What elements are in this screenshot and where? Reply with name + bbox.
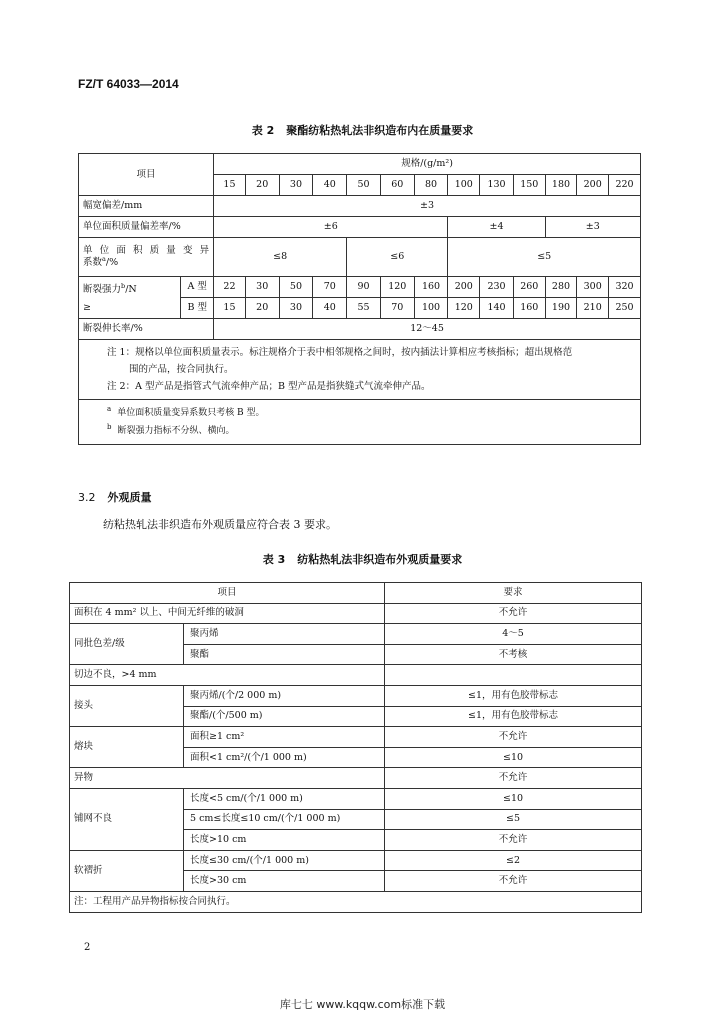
joint-sub-1: 聚丙烯/(个/2 000 m) bbox=[184, 685, 385, 706]
edge-label: 切边不良，>4 mm bbox=[70, 665, 385, 686]
strength-b-cell: 20 bbox=[245, 298, 279, 319]
table2-footnotes bbox=[79, 400, 641, 445]
mass-cv-label bbox=[79, 238, 214, 277]
web-req-3: 不允许 bbox=[385, 830, 642, 851]
mass-cv-row bbox=[79, 238, 641, 277]
mass-cv-label-line1: 单位面积质量变异 bbox=[83, 245, 210, 256]
mass-cv-label2-tail: /% bbox=[105, 257, 119, 268]
web-req-1: ≤10 bbox=[385, 788, 642, 809]
color-diff-sub-2: 聚酯 bbox=[184, 644, 385, 665]
melt-req-2: ≤10 bbox=[385, 747, 642, 768]
web-req-2: ≤5 bbox=[385, 809, 642, 830]
table3-note: 注：工程用产品异物指标按合同执行。 bbox=[70, 891, 642, 912]
note-1-line-2: 围的产品，按合同执行。 bbox=[129, 364, 234, 375]
spec-cell: 100 bbox=[448, 175, 480, 196]
joint-label: 接头 bbox=[70, 685, 184, 726]
strength-b-cell: 140 bbox=[480, 298, 514, 319]
spec-header: 规格/(g/m²) bbox=[214, 154, 641, 175]
table3-header-row bbox=[70, 583, 642, 604]
table3-caption-text: 纺粘热轧法非织造布外观质量要求 bbox=[297, 553, 463, 566]
edge-req bbox=[385, 665, 642, 686]
melt-req-1: 不允许 bbox=[385, 727, 642, 748]
joint-row-1 bbox=[70, 685, 642, 706]
strength-a-cell: 230 bbox=[480, 277, 514, 298]
table3-item-header: 项目 bbox=[70, 583, 385, 604]
table2-caption-number: 表 2 bbox=[251, 124, 275, 137]
strength-a-cell: 50 bbox=[279, 277, 313, 298]
strength-b-cell: 210 bbox=[577, 298, 609, 319]
strength-a-cell: 70 bbox=[313, 277, 347, 298]
strength-label bbox=[79, 277, 181, 319]
crease-label: 软褶折 bbox=[70, 850, 184, 891]
footnote-b-text: 断裂强力指标不分纵、横向。 bbox=[117, 426, 235, 436]
strength-a-row bbox=[79, 277, 641, 298]
mass-cv-footnote-mark: a bbox=[102, 254, 106, 263]
table3-caption-number: 表 3 bbox=[262, 553, 286, 566]
strength-b-cell: 30 bbox=[279, 298, 313, 319]
table3-caption bbox=[0, 551, 725, 567]
spec-cell: 180 bbox=[545, 175, 577, 196]
spec-cell: 30 bbox=[279, 175, 313, 196]
color-diff-req-2: 不考核 bbox=[385, 644, 642, 665]
section-body-text: 纺粘热轧法非织造布外观质量应符合表 3 要求。 bbox=[103, 518, 337, 531]
spec-cell: 50 bbox=[347, 175, 381, 196]
hole-req: 不允许 bbox=[385, 603, 642, 624]
color-diff-row-1 bbox=[70, 624, 642, 645]
mass-deviation-row bbox=[79, 217, 641, 238]
standard-code: FZ/T 64033—2014 bbox=[78, 77, 179, 91]
table3-req-header: 要求 bbox=[385, 583, 642, 604]
strength-b-cell: 15 bbox=[214, 298, 246, 319]
mass-cv-label-line2 bbox=[83, 254, 209, 269]
item-header: 项目 bbox=[79, 154, 214, 196]
table2-quality-requirements bbox=[78, 153, 641, 445]
crease-sub-2: 长度>30 cm bbox=[184, 871, 385, 892]
strength-b-cell: 55 bbox=[347, 298, 381, 319]
web-sub-2: 5 cm≤长度≤10 cm/(个/1 000 m) bbox=[184, 809, 385, 830]
table2-notes-row bbox=[79, 340, 641, 400]
type-b-label: B 型 bbox=[181, 298, 214, 319]
section-heading bbox=[78, 489, 152, 505]
spec-cell: 40 bbox=[313, 175, 347, 196]
strength-b-cell: 120 bbox=[448, 298, 480, 319]
spec-cell: 200 bbox=[577, 175, 609, 196]
web-sub-3: 长度>10 cm bbox=[184, 830, 385, 851]
table2-header-row bbox=[79, 154, 641, 175]
foreign-row bbox=[70, 768, 642, 789]
download-watermark: 库七七 www.kqqw.com标准下载 bbox=[279, 998, 446, 1011]
section-title: 外观质量 bbox=[107, 491, 152, 504]
type-a-label: A 型 bbox=[181, 277, 214, 298]
spec-cell: 130 bbox=[480, 175, 514, 196]
web-label: 铺网不良 bbox=[70, 788, 184, 850]
foreign-req: 不允许 bbox=[385, 768, 642, 789]
strength-footnote-mark: b bbox=[121, 281, 126, 290]
section-number: 3.2 bbox=[78, 491, 96, 504]
strength-label-text: 断裂强力 bbox=[83, 284, 122, 295]
mass-cv-value-2: ≤6 bbox=[347, 238, 448, 277]
mass-deviation-value-3: ±3 bbox=[545, 217, 640, 238]
strength-b-cell: 40 bbox=[313, 298, 347, 319]
joint-sub-2: 聚酯/(个/500 m) bbox=[184, 706, 385, 727]
mass-cv-value-3: ≤5 bbox=[448, 238, 641, 277]
footnote-a-text: 单位面积质量变异系数只考核 B 型。 bbox=[117, 408, 265, 418]
crease-req-2: 不允许 bbox=[385, 871, 642, 892]
color-diff-label: 同批色差/级 bbox=[70, 624, 184, 665]
melt-row-1 bbox=[70, 727, 642, 748]
width-deviation-label: 幅宽偏差/mm bbox=[79, 196, 214, 217]
mass-deviation-value-1: ±6 bbox=[214, 217, 448, 238]
footnote-b-mark: b bbox=[107, 423, 112, 431]
strength-ge-symbol: ≥ bbox=[83, 302, 91, 313]
strength-a-cell: 300 bbox=[577, 277, 609, 298]
strength-label-tail: /N bbox=[125, 284, 137, 295]
strength-a-cell: 120 bbox=[380, 277, 414, 298]
spec-cell: 80 bbox=[414, 175, 448, 196]
table3-appearance-requirements bbox=[69, 582, 642, 913]
crease-req-1: ≤2 bbox=[385, 850, 642, 871]
hole-label: 面积在 4 mm² 以上、中间无纤维的破洞 bbox=[70, 603, 385, 624]
mass-cv-label2: 系数 bbox=[83, 257, 103, 268]
strength-a-cell: 200 bbox=[448, 277, 480, 298]
web-row-1 bbox=[70, 788, 642, 809]
mass-deviation-label: 单位面积质量偏差率/% bbox=[79, 217, 214, 238]
table2-caption-text: 聚酯纺粘热轧法非织造布内在质量要求 bbox=[286, 124, 474, 137]
melt-sub-2: 面积<1 cm²/(个/1 000 m) bbox=[184, 747, 385, 768]
footnote-a-mark: a bbox=[107, 405, 112, 413]
strength-a-cell: 160 bbox=[414, 277, 448, 298]
spec-cell: 60 bbox=[380, 175, 414, 196]
crease-row-1 bbox=[70, 850, 642, 871]
strength-b-cell: 250 bbox=[609, 298, 641, 319]
joint-req-2: ≤1，用有色胶带标志 bbox=[385, 706, 642, 727]
elongation-label: 断裂伸长率/% bbox=[79, 319, 214, 340]
spec-cell: 150 bbox=[513, 175, 545, 196]
edge-row bbox=[70, 665, 642, 686]
strength-b-cell: 70 bbox=[380, 298, 414, 319]
note-1-line-1: 注 1：规格以单位面积质量表示。标注规格介于表中相邻规格之间时，按内插法计算相应考核指标；超出规格范 bbox=[107, 347, 573, 358]
table2-footnotes-row bbox=[79, 400, 641, 445]
spec-cell: 20 bbox=[245, 175, 279, 196]
mass-deviation-value-2: ±4 bbox=[448, 217, 545, 238]
elongation-value: 12～45 bbox=[214, 319, 641, 340]
mass-cv-value-1: ≤8 bbox=[214, 238, 347, 277]
width-deviation-value: ±3 bbox=[214, 196, 641, 217]
spec-cell: 15 bbox=[214, 175, 246, 196]
strength-b-cell: 190 bbox=[545, 298, 577, 319]
footnote-a bbox=[107, 404, 632, 422]
width-deviation-row bbox=[79, 196, 641, 217]
color-diff-req-1: 4～5 bbox=[385, 624, 642, 645]
joint-req-1: ≤1，用有色胶带标志 bbox=[385, 685, 642, 706]
strength-a-cell: 22 bbox=[214, 277, 246, 298]
table2-notes bbox=[79, 340, 641, 400]
page-number: 2 bbox=[84, 942, 91, 953]
elongation-row bbox=[79, 319, 641, 340]
table2-caption bbox=[0, 122, 725, 138]
strength-b-cell: 160 bbox=[513, 298, 545, 319]
strength-a-cell: 30 bbox=[245, 277, 279, 298]
strength-a-cell: 260 bbox=[513, 277, 545, 298]
spec-cell: 220 bbox=[609, 175, 641, 196]
strength-a-cell: 280 bbox=[545, 277, 577, 298]
hole-row bbox=[70, 603, 642, 624]
crease-sub-1: 长度≤30 cm/(个/1 000 m) bbox=[184, 850, 385, 871]
strength-b-cell: 100 bbox=[414, 298, 448, 319]
color-diff-sub-1: 聚丙烯 bbox=[184, 624, 385, 645]
web-sub-1: 长度<5 cm/(个/1 000 m) bbox=[184, 788, 385, 809]
foreign-label: 异物 bbox=[70, 768, 385, 789]
strength-a-cell: 90 bbox=[347, 277, 381, 298]
strength-a-cell: 320 bbox=[609, 277, 641, 298]
melt-sub-1: 面积≥1 cm² bbox=[184, 727, 385, 748]
table3-note-row bbox=[70, 891, 642, 912]
footnote-b bbox=[107, 422, 632, 440]
melt-label: 熔块 bbox=[70, 727, 184, 768]
note-2: 注 2：A 型产品是指管式气流牵伸产品；B 型产品是指狭缝式气流牵伸产品。 bbox=[107, 381, 431, 392]
